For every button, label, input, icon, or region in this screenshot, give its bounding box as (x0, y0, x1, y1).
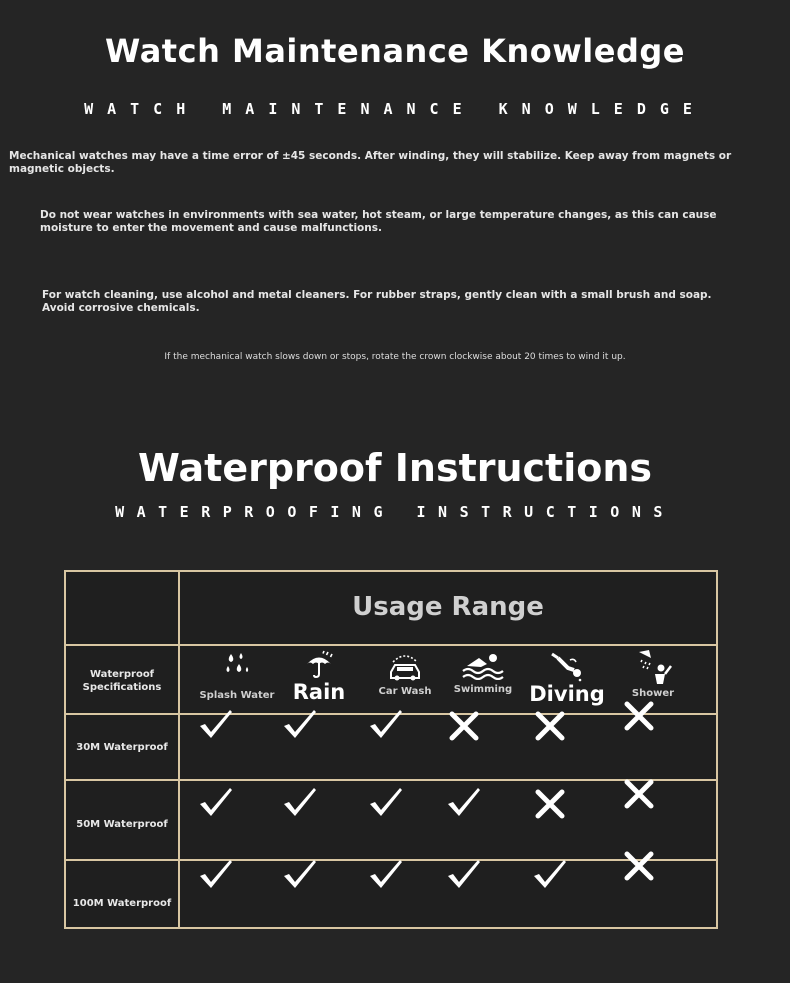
maintenance-paragraph-1: Mechanical watches may have a time error of ±45 seconds. After winding, they will stabilize. Keep away from magnets or magnetic objects. (9, 150, 732, 175)
column-label: Car Wash (378, 686, 432, 697)
waterproof-title: Waterproof Instructions (137, 446, 653, 490)
maintenance-subtitle: WATCH MAINTENANCE KNOWLEDGE (84, 100, 706, 118)
maintenance-paragraph-2: Do not wear watches in environments with sea water, hot steam, or large temperature changes, as this can cause moisture to enter the movement and cause malfunctions. (40, 209, 717, 234)
swimming-icon (461, 652, 505, 680)
diving-icon (550, 652, 584, 682)
column-label: Rain (292, 680, 346, 704)
column-shower (608, 648, 698, 699)
umbrella-rain-icon (304, 650, 334, 680)
column-splash-water (192, 652, 282, 701)
cross-icon (619, 696, 659, 736)
row-label-50m: 50M Waterproof (76, 819, 168, 830)
splash-water-icon (223, 652, 251, 678)
cross-icon (530, 784, 570, 824)
waterproof-subtitle: WATERPROOFING INSTRUCTIONS (115, 503, 675, 521)
column-car-wash (360, 652, 450, 697)
column-label: Diving (529, 682, 605, 706)
column-swimming (438, 652, 528, 695)
check-icon (444, 856, 484, 896)
shower-icon (633, 648, 673, 686)
check-icon (366, 856, 406, 896)
cross-icon (619, 846, 659, 886)
cross-icon (530, 706, 570, 746)
check-icon (366, 784, 406, 824)
check-icon (280, 706, 320, 746)
row-label-30m: 30M Waterproof (76, 742, 168, 753)
check-icon (280, 784, 320, 824)
maintenance-title: Watch Maintenance Knowledge (105, 32, 685, 70)
check-icon (196, 706, 236, 746)
check-icon (196, 784, 236, 824)
column-label: Shower (631, 688, 675, 699)
column-label: Swimming (453, 684, 513, 695)
check-icon (280, 856, 320, 896)
car-wash-icon (387, 652, 423, 682)
row-label-100m: 100M Waterproof (72, 898, 172, 909)
column-label: Splash Water (199, 690, 275, 701)
spec-header: Waterproof Specifications (82, 669, 162, 693)
check-icon (444, 784, 484, 824)
table-divider (66, 644, 716, 646)
cross-icon (444, 706, 484, 746)
maintenance-paragraph-4: If the mechanical watch slows down or stops, rotate the crown clockwise about 20 times to wind it up. (164, 352, 626, 362)
check-icon (196, 856, 236, 896)
usage-range-header: Usage Range (352, 592, 544, 622)
waterproof-table (64, 570, 718, 929)
table-divider (178, 572, 180, 927)
column-rain (274, 650, 364, 704)
check-icon (366, 706, 406, 746)
maintenance-paragraph-3: For watch cleaning, use alcohol and metal cleaners. For rubber straps, gently clean with a small brush and soap. Avoid corrosive chemicals. (42, 289, 712, 314)
column-diving (522, 652, 612, 706)
cross-icon (619, 774, 659, 814)
check-icon (530, 856, 570, 896)
